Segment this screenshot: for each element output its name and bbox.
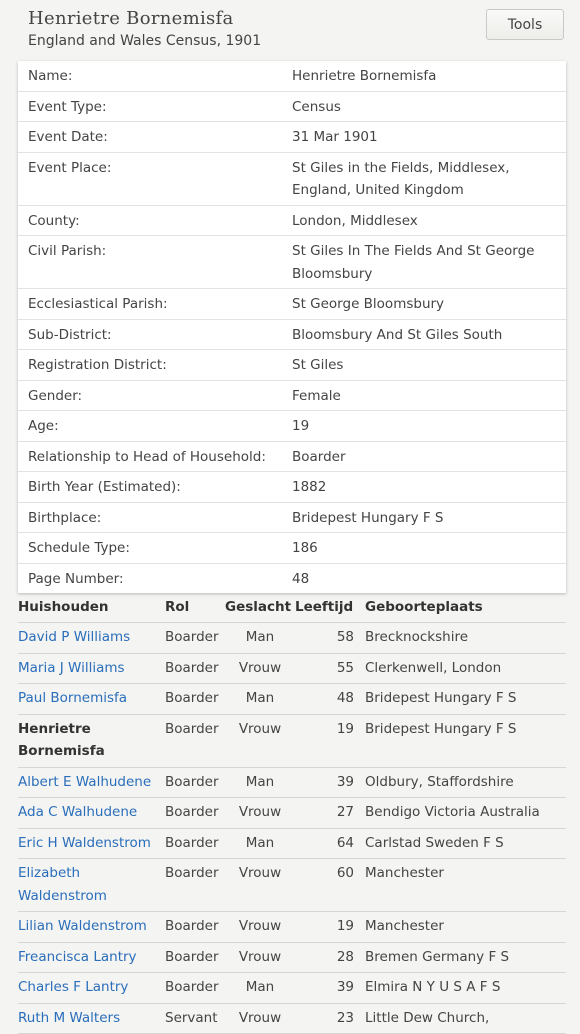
record-field-label: Event Type: bbox=[18, 92, 282, 122]
record-row bbox=[18, 503, 566, 534]
household-member-link[interactable]: Albert E Walhudene bbox=[18, 771, 165, 794]
column-header-age: Leeftijd bbox=[295, 592, 365, 622]
household-member-role: Boarder bbox=[165, 657, 225, 680]
household-member-link[interactable]: Ada C Walhudene bbox=[18, 801, 165, 824]
record-field-value: Bloomsbury And St Giles South bbox=[282, 320, 566, 350]
record-field-label: Relationship to Head of Household: bbox=[18, 442, 282, 472]
record-field-value: London, Middlesex bbox=[282, 206, 566, 236]
household-member-role: Boarder bbox=[165, 976, 225, 999]
record-row bbox=[18, 411, 566, 442]
household-member-age: 19 bbox=[295, 718, 365, 763]
record-field-value: St Giles In The Fields And St George Bloomsbury bbox=[282, 236, 566, 288]
household-row bbox=[18, 973, 566, 1004]
household-row bbox=[18, 943, 566, 974]
household-member-link[interactable]: Elizabeth Waldenstrom bbox=[18, 862, 165, 907]
household-table bbox=[18, 592, 566, 1034]
household-row bbox=[18, 798, 566, 829]
household-member-link[interactable]: Lilian Waldenstrom bbox=[18, 915, 165, 938]
record-field-value: Boarder bbox=[282, 442, 566, 472]
household-member-link[interactable]: Eric H Waldenstrom bbox=[18, 832, 165, 855]
household-member-birthplace: Oldbury, Staffordshire bbox=[365, 771, 566, 794]
record-field-label: Event Place: bbox=[18, 153, 282, 205]
record-field-label: Name: bbox=[18, 61, 282, 91]
record-field-value: Henrietre Bornemisfa bbox=[282, 61, 566, 91]
household-member-age: 64 bbox=[295, 832, 365, 855]
household-member-link[interactable]: Ruth M Walters bbox=[18, 1007, 165, 1030]
household-member-link[interactable]: Freancisca Lantry bbox=[18, 946, 165, 969]
household-member-gender: Man bbox=[225, 771, 295, 794]
record-field-value: St Giles bbox=[282, 350, 566, 380]
record-field-value: 1882 bbox=[282, 472, 566, 502]
record-field-value: 31 Mar 1901 bbox=[282, 122, 566, 152]
household-member-link[interactable]: Maria J Williams bbox=[18, 657, 165, 680]
record-row bbox=[18, 61, 566, 92]
household-header-row bbox=[18, 592, 566, 623]
household-member-birthplace: Bremen Germany F S bbox=[365, 946, 566, 969]
record-field-label: Gender: bbox=[18, 381, 282, 411]
household-member-birthplace: Bridepest Hungary F S bbox=[365, 687, 566, 710]
household-member-birthplace: Manchester bbox=[365, 915, 566, 938]
household-member-gender: Man bbox=[225, 832, 295, 855]
household-member-age: 39 bbox=[295, 771, 365, 794]
household-member-role: Boarder bbox=[165, 862, 225, 907]
household-member-link[interactable]: David P Williams bbox=[18, 626, 165, 649]
household-member-role: Servant bbox=[165, 1007, 225, 1030]
page-title: Henrietre Bornemisfa bbox=[28, 8, 234, 29]
household-row bbox=[18, 654, 566, 685]
household-member-role: Boarder bbox=[165, 801, 225, 824]
household-member-gender: Vrouw bbox=[225, 1007, 295, 1030]
household-row bbox=[18, 715, 566, 768]
household-member-role: Boarder bbox=[165, 771, 225, 794]
record-row bbox=[18, 381, 566, 412]
household-member-role: Boarder bbox=[165, 946, 225, 969]
household-member-age: 55 bbox=[295, 657, 365, 680]
record-row bbox=[18, 533, 566, 564]
household-member-gender: Vrouw bbox=[225, 946, 295, 969]
household-row bbox=[18, 684, 566, 715]
household-member-age: 58 bbox=[295, 626, 365, 649]
record-row bbox=[18, 289, 566, 320]
record-row bbox=[18, 350, 566, 381]
household-row bbox=[18, 859, 566, 912]
household-member-role: Boarder bbox=[165, 832, 225, 855]
record-row bbox=[18, 442, 566, 473]
record-row bbox=[18, 206, 566, 237]
record-field-label: Ecclesiastical Parish: bbox=[18, 289, 282, 319]
household-member-birthplace: Clerkenwell, London bbox=[365, 657, 566, 680]
record-field-label: Birth Year (Estimated): bbox=[18, 472, 282, 502]
household-member-link[interactable]: Paul Bornemisfa bbox=[18, 687, 165, 710]
household-row bbox=[18, 623, 566, 654]
column-header-role: Rol bbox=[165, 592, 225, 622]
record-field-label: County: bbox=[18, 206, 282, 236]
record-field-label: Civil Parish: bbox=[18, 236, 282, 288]
record-row bbox=[18, 92, 566, 123]
household-member-link[interactable]: Charles F Lantry bbox=[18, 976, 165, 999]
record-field-label: Event Date: bbox=[18, 122, 282, 152]
household-member-role: Boarder bbox=[165, 915, 225, 938]
household-row bbox=[18, 768, 566, 799]
record-row bbox=[18, 472, 566, 503]
record-field-value: 19 bbox=[282, 411, 566, 441]
record-field-label: Birthplace: bbox=[18, 503, 282, 533]
household-member-age: 19 bbox=[295, 915, 365, 938]
record-row bbox=[18, 236, 566, 289]
record-field-label: Schedule Type: bbox=[18, 533, 282, 563]
household-member-age: 23 bbox=[295, 1007, 365, 1030]
record-field-value: Census bbox=[282, 92, 566, 122]
household-member-gender: Vrouw bbox=[225, 801, 295, 824]
record-field-label: Registration District: bbox=[18, 350, 282, 380]
household-row bbox=[18, 912, 566, 943]
record-field-value: 48 bbox=[282, 564, 566, 594]
column-header-gender: Geslacht bbox=[225, 592, 295, 622]
record-field-value: 186 bbox=[282, 533, 566, 563]
household-member-role: Boarder bbox=[165, 687, 225, 710]
household-member-gender: Man bbox=[225, 687, 295, 710]
household-member-gender: Vrouw bbox=[225, 862, 295, 907]
household-member-birthplace: Little Dew Church, bbox=[365, 1007, 566, 1030]
household-member-birthplace: Bridepest Hungary F S bbox=[365, 718, 566, 763]
household-member-role: Boarder bbox=[165, 626, 225, 649]
record-field-value: Bridepest Hungary F S bbox=[282, 503, 566, 533]
household-member-gender: Vrouw bbox=[225, 718, 295, 763]
household-member-gender: Vrouw bbox=[225, 915, 295, 938]
household-member-age: 27 bbox=[295, 801, 365, 824]
page-header bbox=[0, 0, 580, 60]
household-member-name: Henrietre Bornemisfa bbox=[18, 718, 165, 763]
record-details-table bbox=[18, 61, 566, 593]
record-row bbox=[18, 564, 566, 594]
household-member-gender: Man bbox=[225, 626, 295, 649]
record-field-label: Age: bbox=[18, 411, 282, 441]
record-field-value: Female bbox=[282, 381, 566, 411]
household-member-age: 39 bbox=[295, 976, 365, 999]
household-member-birthplace: Elmira N Y U S A F S bbox=[365, 976, 566, 999]
record-field-value: St Giles in the Fields, Middlesex, England, United Kingdom bbox=[282, 153, 566, 205]
record-row bbox=[18, 153, 566, 206]
record-row bbox=[18, 320, 566, 351]
record-field-value: St George Bloomsbury bbox=[282, 289, 566, 319]
household-member-age: 28 bbox=[295, 946, 365, 969]
household-member-gender: Vrouw bbox=[225, 657, 295, 680]
household-member-gender: Man bbox=[225, 976, 295, 999]
household-rows bbox=[18, 623, 566, 1034]
household-row bbox=[18, 1004, 566, 1034]
column-header-household: Huishouden bbox=[18, 592, 165, 622]
tools-button[interactable]: Tools bbox=[486, 9, 564, 40]
household-member-age: 48 bbox=[295, 687, 365, 710]
household-member-birthplace: Manchester bbox=[365, 862, 566, 907]
household-member-birthplace: Bendigo Victoria Australia bbox=[365, 801, 566, 824]
record-row bbox=[18, 122, 566, 153]
collection-subtitle: England and Wales Census, 1901 bbox=[28, 33, 261, 49]
record-field-label: Sub-District: bbox=[18, 320, 282, 350]
column-header-birthplace: Geboorteplaats bbox=[365, 592, 566, 622]
household-member-birthplace: Brecknockshire bbox=[365, 626, 566, 649]
household-member-birthplace: Carlstad Sweden F S bbox=[365, 832, 566, 855]
household-row bbox=[18, 829, 566, 860]
household-member-role: Boarder bbox=[165, 718, 225, 763]
household-member-age: 60 bbox=[295, 862, 365, 907]
record-field-label: Page Number: bbox=[18, 564, 282, 594]
